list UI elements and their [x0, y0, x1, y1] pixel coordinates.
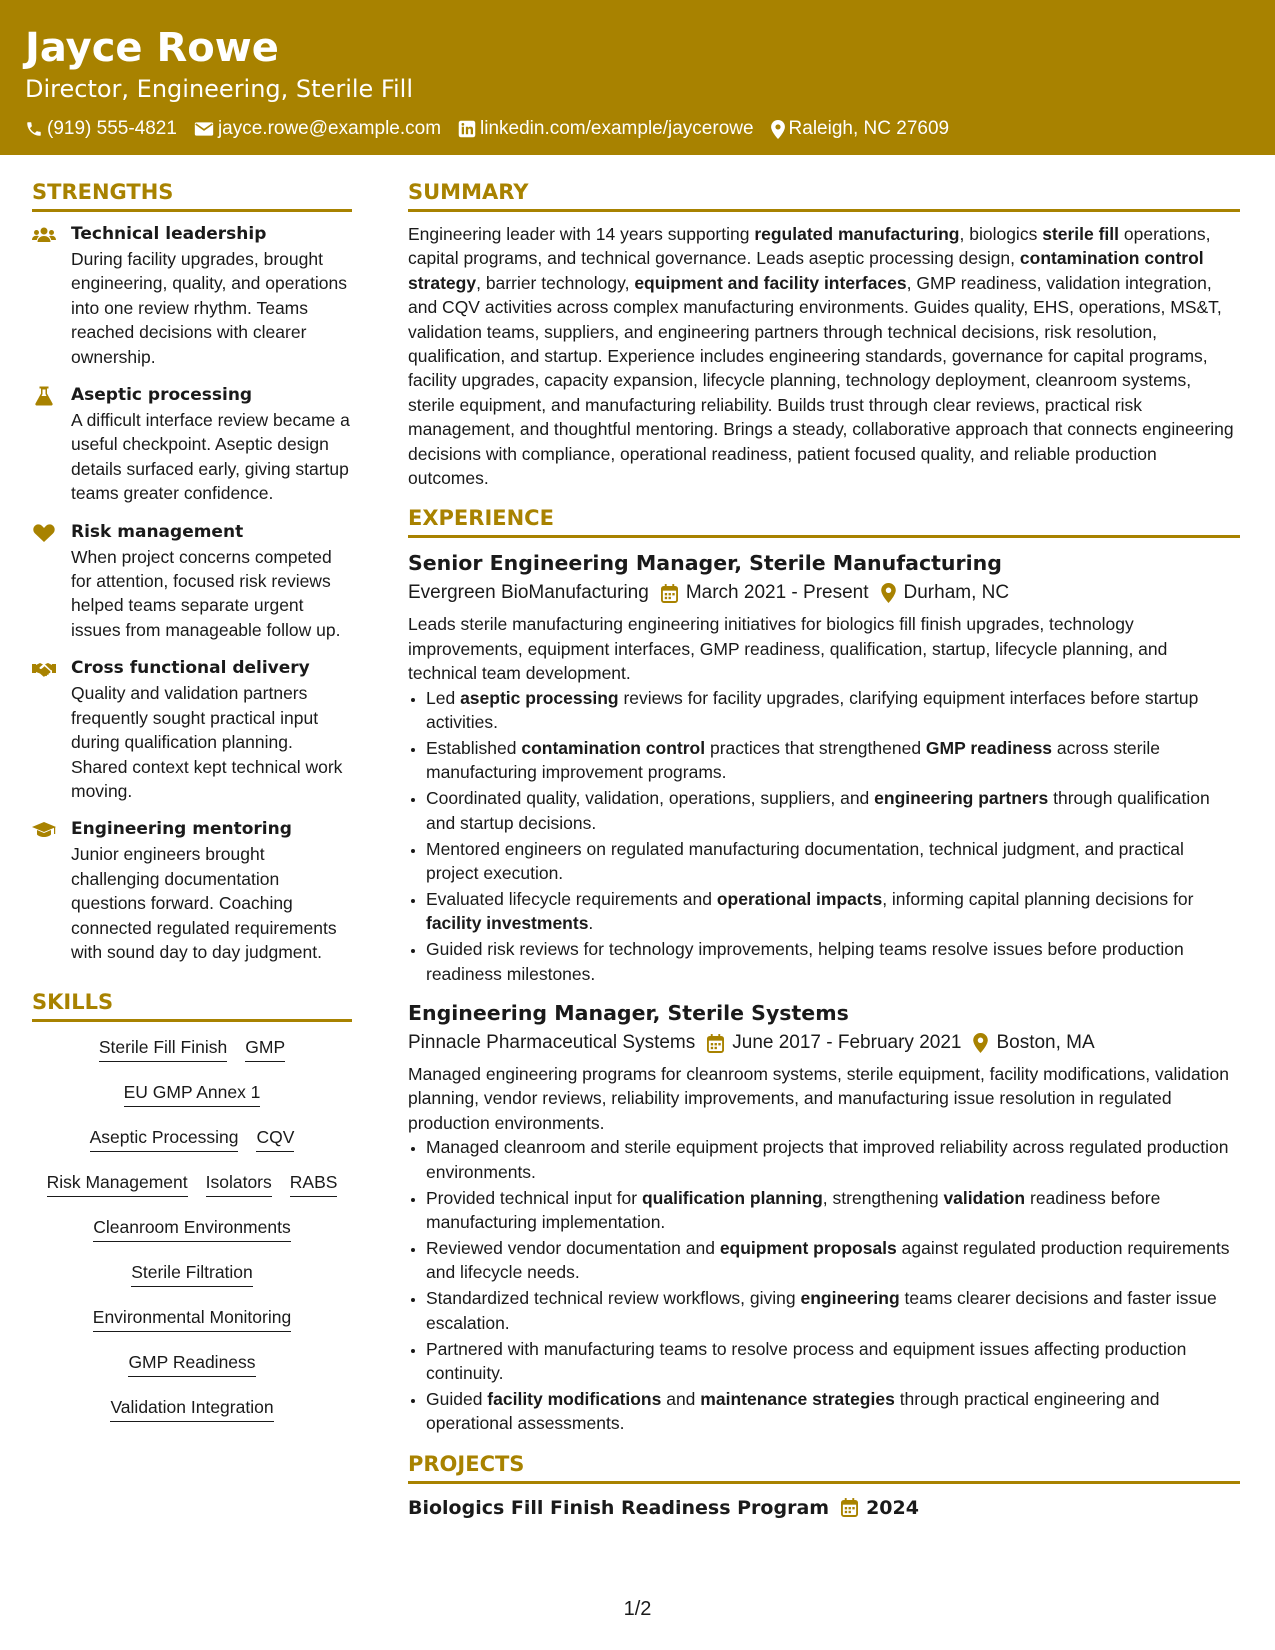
job-dates: March 2021 - Present	[685, 582, 869, 604]
calendar-icon	[707, 1034, 724, 1053]
highlighted-term: engineering	[800, 1288, 900, 1309]
job-company: Evergreen BioManufacturing	[408, 582, 649, 604]
location-pin-icon	[973, 1033, 988, 1053]
skill-tag: Environmental Monitoring	[93, 1306, 291, 1332]
text-run: Partnered with manufacturing teams to resolve process and equipment issues affecting production continuity.	[426, 1338, 1187, 1383]
heart-icon	[32, 523, 56, 543]
job-bullet	[426, 1236, 1240, 1285]
envelope-icon	[194, 121, 214, 137]
flask-icon	[32, 386, 56, 406]
contact-linkedin-text[interactable]: linkedin.com/example/jaycerowe	[480, 118, 754, 139]
job-company: Pinnacle Pharmaceutical Systems	[408, 1032, 696, 1054]
text-run: through qualification and startup decisions.	[426, 788, 1210, 833]
left-column	[32, 178, 352, 1441]
skill-tag: CQV	[256, 1126, 294, 1152]
highlighted-term: aseptic processing	[460, 687, 619, 708]
contact-phone	[25, 118, 177, 140]
skill-tag: Isolators	[206, 1171, 272, 1197]
job-bullet-list	[408, 1135, 1240, 1435]
job-description: Managed engineering programs for cleanroom systems, sterile equipment, facility modifications, validation planning, vendor reviews, reliability improvements, and manufacturing issue resolution in regulated production environments.	[408, 1064, 1229, 1133]
job-location: Durham, NC	[903, 582, 1010, 604]
job-bullet	[426, 1286, 1240, 1335]
contact-linkedin[interactable]	[458, 118, 754, 140]
strength-item	[32, 656, 352, 803]
calendar-icon	[661, 584, 678, 603]
highlighted-term: equipment and facility interfaces	[634, 272, 907, 293]
strength-item	[32, 222, 352, 369]
contact-bar	[25, 116, 966, 142]
location-pin-icon	[881, 583, 896, 603]
handshake-icon	[32, 659, 56, 679]
job-entry	[408, 998, 1240, 1436]
skill-tag: EU GMP Annex 1	[124, 1081, 261, 1107]
strength-title: Risk management	[71, 521, 244, 542]
highlighted-term: validation	[943, 1187, 1026, 1208]
text-run: Guided risk reviews for technology improvements, helping teams resolve issues before production readiness milestones.	[426, 939, 1184, 984]
strength-description: A difficult interface review became a useful checkpoint. Aseptic design details surfaced early, giving startup teams greater confidence.	[71, 410, 350, 504]
job-bullet	[426, 686, 1240, 735]
text-run: readiness before manufacturing implementation.	[426, 1187, 1161, 1232]
text-run: Led	[426, 687, 461, 708]
highlighted-term: engineering partners	[874, 788, 1049, 809]
strength-title: Cross functional delivery	[71, 658, 310, 679]
highlighted-term: GMP readiness	[925, 738, 1053, 758]
job-bullet	[426, 1186, 1240, 1235]
skill-tag: RABS	[290, 1171, 338, 1197]
job-entry	[408, 548, 1240, 986]
text-run: Standardized technical review workflows, giving	[426, 1288, 801, 1309]
strength-description: When project concerns competed for attention, focused risk reviews helped teams separate urgent issues from manageable follow up.	[71, 546, 341, 640]
text-run: , strengthening	[822, 1187, 944, 1208]
project-name: Biologics Fill Finish Readiness Program	[408, 1496, 830, 1519]
strength-description: During facility upgrades, brought engineering, quality, and operations into one review rhythm. Teams reached decisions with clearer ownership.	[71, 249, 347, 367]
job-bullet	[426, 1387, 1240, 1436]
job-bullet	[426, 1337, 1240, 1386]
linkedin-icon	[458, 120, 476, 138]
strength-title: Aseptic processing	[71, 385, 253, 406]
skill-tag: GMP	[245, 1036, 285, 1062]
highlighted-term: facility investments	[426, 913, 589, 934]
text-run: across sterile manufacturing improvement programs.	[426, 738, 1160, 783]
summary-text	[408, 222, 1240, 490]
job-location: Boston, MA	[996, 1032, 1095, 1054]
contact-email-text[interactable]: jayce.rowe@example.com	[217, 118, 442, 139]
skill-tag: GMP Readiness	[128, 1351, 255, 1377]
text-run: , informing capital planning decisions for	[882, 888, 1194, 909]
skill-tag: Sterile Fill Finish	[99, 1036, 227, 1062]
contact-email[interactable]	[194, 118, 441, 140]
text-run: reviews for facility upgrades, clarifying equipment interfaces before startup activities.	[426, 687, 1199, 733]
candidate-headline: Director, Engineering, Sterile Fill	[25, 75, 413, 103]
strengths-heading: STRENGTHS	[32, 178, 352, 212]
text-run: , barrier technology,	[476, 272, 635, 293]
highlighted-term: qualification planning	[641, 1187, 823, 1208]
calendar-icon	[841, 1498, 858, 1517]
right-column	[408, 178, 1240, 1522]
graduation-cap-icon	[32, 820, 56, 840]
text-run: Provided technical input for	[426, 1187, 642, 1208]
highlighted-term: sterile fill	[1042, 224, 1120, 244]
candidate-name: Jayce Rowe	[25, 25, 279, 71]
text-run: Guided	[426, 1388, 488, 1409]
job-meta	[408, 1028, 1240, 1058]
strength-item	[32, 383, 352, 506]
location-pin-icon	[771, 120, 785, 139]
contact-phone-text: (919) 555-4821	[47, 118, 177, 139]
job-bullet	[426, 837, 1240, 886]
text-run: teams clearer decisions and faster issue escalation.	[426, 1288, 1217, 1333]
text-run: Mentored engineers on regulated manufacturing documentation, technical judgment, and practical project execution.	[426, 838, 1184, 884]
highlighted-term: operational impacts	[716, 888, 883, 909]
skills-heading: SKILLS	[32, 988, 352, 1022]
text-run: Reviewed vendor documentation and	[426, 1237, 720, 1258]
job-meta	[408, 578, 1240, 608]
highlighted-term: regulated manufacturing	[754, 224, 960, 244]
text-run: practices that strengthened	[705, 738, 926, 758]
project-year: 2024	[866, 1496, 919, 1519]
highlighted-term: equipment proposals	[719, 1237, 897, 1258]
skill-tag: Sterile Filtration	[131, 1261, 253, 1287]
job-title: Senior Engineering Manager, Sterile Manufacturing	[408, 551, 1002, 576]
highlighted-term: contamination control strategy	[408, 248, 1204, 293]
text-run: Evaluated lifecycle requirements and	[426, 888, 717, 909]
job-bullet	[426, 736, 1240, 785]
job-bullet	[426, 937, 1240, 986]
highlighted-term: maintenance strategies	[700, 1388, 895, 1409]
page-number: 1/2	[623, 1598, 652, 1620]
text-run: Coordinated quality, validation, operations, suppliers, and	[426, 788, 875, 809]
job-description: Leads sterile manufacturing engineering initiatives for biologics fill finish upgrades, technology improvements, equipment interfaces, GMP readiness, qualification, startup, lifecycle planning, and technical team development.	[408, 614, 1168, 684]
resume-header	[0, 0, 1275, 155]
strength-title: Engineering mentoring	[71, 819, 292, 840]
text-run: , biologics	[959, 224, 1043, 244]
text-run: against regulated production requirements and lifecycle needs.	[426, 1237, 1230, 1283]
job-bullet	[426, 887, 1240, 936]
project-entry	[408, 1494, 1240, 1522]
job-title: Engineering Manager, Sterile Systems	[408, 1001, 849, 1026]
job-dates: June 2017 - February 2021	[732, 1032, 962, 1054]
strength-description: Quality and validation partners frequently sought practical input during qualification planning. Shared context kept technical work moving.	[71, 683, 343, 801]
strength-title: Technical leadership	[71, 224, 267, 244]
projects-heading: PROJECTS	[408, 1450, 1240, 1484]
contact-location	[771, 118, 950, 140]
users-icon	[32, 225, 56, 245]
text-run: Established	[426, 738, 522, 758]
skill-tag: Validation Integration	[110, 1396, 273, 1422]
experience-heading: EXPERIENCE	[408, 504, 1240, 538]
text-run: , GMP readiness, validation integration, and CQV activities across complex manufacturing environments. Guides quality, EHS, operations, MS&T, validation teams, suppliers, and engineering partners through technical decisions, risk resolution, qualification, and startup. Experience includes engineering standards, governance for capital programs, facility upgrades, capacity expansion, lifecycle planning, technology deployment, cleanroom systems, sterile equipment, and manufacturing reliability. Builds trust through clear reviews, practical risk management, and thoughtful mentoring. Brings a steady, collaborative approach that connects engineering decisions with compliance, operational readiness, patient focused quality, and reliable production outcomes.	[408, 272, 1234, 489]
contact-location-text: Raleigh, NC 27609	[788, 118, 950, 139]
job-bullet	[426, 786, 1240, 835]
skill-tag: Aseptic Processing	[90, 1126, 239, 1152]
strength-item	[32, 817, 352, 964]
skills-list	[32, 1032, 352, 1441]
job-bullet	[426, 1135, 1240, 1184]
summary-heading: SUMMARY	[408, 178, 1240, 212]
skill-tag: Cleanroom Environments	[93, 1216, 290, 1242]
job-bullet-list	[408, 686, 1240, 986]
highlighted-term: facility modifications	[487, 1388, 662, 1409]
strength-description: Junior engineers brought challenging documentation questions forward. Coaching connected regulated requirements with sound day to day judgment.	[71, 844, 337, 962]
text-run: through practical engineering and operational assessments.	[426, 1388, 1160, 1434]
highlighted-term: contamination control	[521, 738, 706, 758]
strength-item	[32, 520, 352, 643]
text-run: and	[661, 1388, 701, 1409]
text-run: Managed cleanroom and sterile equipment projects that improved reliability across regulated production environments.	[426, 1137, 1229, 1182]
text-run: Engineering leader with 14 years supporting	[408, 224, 755, 244]
skill-tag: Risk Management	[47, 1171, 188, 1197]
phone-icon	[25, 120, 43, 138]
text-run: .	[588, 913, 594, 934]
text-run: operations, capital programs, and technical governance. Leads aseptic processing design,	[408, 224, 1211, 269]
